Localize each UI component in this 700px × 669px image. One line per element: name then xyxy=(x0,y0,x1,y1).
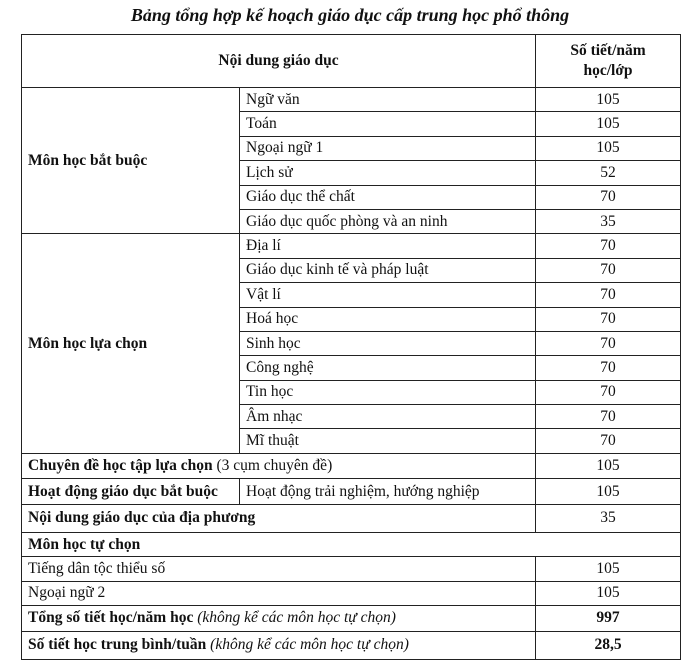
table-row xyxy=(22,234,681,258)
subject-periods: 70 xyxy=(536,258,681,282)
subject-periods: 105 xyxy=(536,88,681,112)
subject-name: Ngữ văn xyxy=(240,88,536,112)
subject-name: Tin học xyxy=(240,380,536,404)
subject-name: Tiếng dân tộc thiểu số xyxy=(22,557,536,581)
subject-periods: 70 xyxy=(536,380,681,404)
total-year-note: (không kể các môn học tự chọn) xyxy=(197,609,396,627)
avg-week-note: (không kể các môn học tự chọn) xyxy=(210,636,409,654)
subject-periods: 105 xyxy=(536,112,681,136)
subject-periods: 52 xyxy=(536,161,681,185)
topics-periods: 105 xyxy=(536,453,681,479)
subject-name: Vật lí xyxy=(240,283,536,307)
subject-name: Công nghệ xyxy=(240,356,536,380)
avg-week-value: 28,5 xyxy=(536,631,681,659)
table-title: Bảng tổng hợp kế hoạch giáo dục cấp trung học phổ thông xyxy=(130,5,570,25)
topics-cell xyxy=(22,453,536,479)
header-content: Nội dung giáo dục xyxy=(22,35,536,88)
subject-periods: 105 xyxy=(536,136,681,160)
subject-periods: 35 xyxy=(536,209,681,233)
subject-name: Lịch sử xyxy=(240,161,536,185)
optional-label: Môn học tự chọn xyxy=(22,532,681,556)
subject-periods: 70 xyxy=(536,185,681,209)
table-row xyxy=(22,606,681,632)
table-row xyxy=(22,88,681,112)
table-row xyxy=(22,504,681,532)
activities-periods: 105 xyxy=(536,479,681,505)
table-row xyxy=(22,479,681,505)
subject-name: Ngoại ngữ 1 xyxy=(240,136,536,160)
group-required: Môn học bắt buộc xyxy=(22,88,240,234)
avg-week-cell xyxy=(22,631,536,659)
subject-name: Giáo dục thể chất xyxy=(240,185,536,209)
avg-week-label: Số tiết học trung bình/tuần xyxy=(28,636,207,654)
topics-note: (3 cụm chuyên đề) xyxy=(216,457,333,475)
subject-periods: 70 xyxy=(536,307,681,331)
subject-periods: 70 xyxy=(536,405,681,429)
subject-name: Địa lí xyxy=(240,234,536,258)
table-row xyxy=(22,453,681,479)
subject-name: Âm nhạc xyxy=(240,405,536,429)
total-year-value: 997 xyxy=(536,606,681,632)
subject-name: Mĩ thuật xyxy=(240,429,536,453)
total-year-label: Tổng số tiết học/năm học xyxy=(28,609,194,627)
subject-periods: 70 xyxy=(536,283,681,307)
table-row xyxy=(22,557,681,581)
subject-periods: 105 xyxy=(536,581,681,605)
activities-label: Hoạt động giáo dục bắt buộc xyxy=(22,479,240,505)
subject-periods: 70 xyxy=(536,356,681,380)
education-plan-table xyxy=(21,34,681,660)
subject-name: Toán xyxy=(240,112,536,136)
group-elective: Môn học lựa chọn xyxy=(22,234,240,454)
subject-periods: 70 xyxy=(536,331,681,355)
subject-name: Ngoại ngữ 2 xyxy=(22,581,536,605)
subject-periods: 70 xyxy=(536,429,681,453)
subject-name: Hoá học xyxy=(240,307,536,331)
subject-name: Giáo dục kinh tế và pháp luật xyxy=(240,258,536,282)
table-row xyxy=(22,532,681,556)
local-label: Nội dung giáo dục của địa phương xyxy=(22,504,536,532)
header-row xyxy=(22,35,681,88)
header-periods: Số tiết/năm học/lớp xyxy=(536,35,681,88)
local-periods: 35 xyxy=(536,504,681,532)
topics-label: Chuyên đề học tập lựa chọn xyxy=(28,457,213,475)
total-year-cell xyxy=(22,606,536,632)
subject-name: Sinh học xyxy=(240,331,536,355)
table-row xyxy=(22,581,681,605)
subject-periods: 70 xyxy=(536,234,681,258)
activities-detail: Hoạt động trải nghiệm, hướng nghiệp xyxy=(240,479,536,505)
table-row xyxy=(22,631,681,659)
subject-periods: 105 xyxy=(536,557,681,581)
subject-name: Giáo dục quốc phòng và an ninh xyxy=(240,209,536,233)
